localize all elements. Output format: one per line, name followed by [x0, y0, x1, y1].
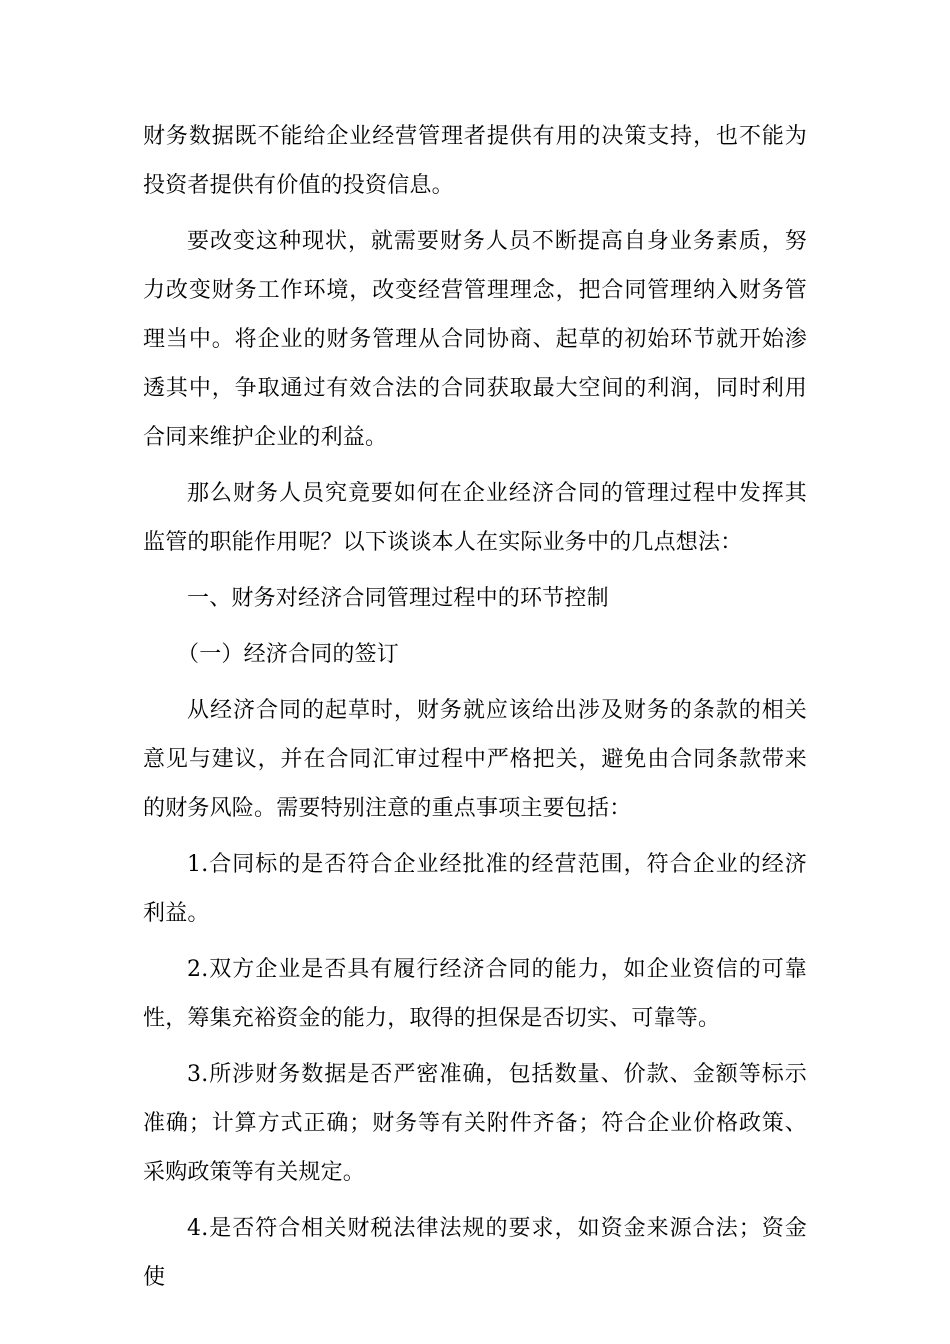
paragraph-change-status: 要改变这种现状，就需要财务人员不断提高自身业务素质，努力改变财务工作环境，改变经营管理理念，把合同管理纳入财务管理当中。将企业的财务管理从合同协商、起草的初始环节就开始渗透其中，争取通过有效合法的合同获取最大空间的利润，同时利用合同来维护企业的利益。 — [143, 229, 807, 450]
paragraph-drafting: 从经济合同的起草时，财务就应该给出涉及财务的条款的相关意见与建议，并在合同汇审过程中严格把关，避免由合同条款带来的财务风险。需要特别注意的重点事项主要包括： — [143, 698, 807, 821]
paragraph-question: 那么财务人员究竟要如何在企业经济合同的管理过程中发挥其监管的职能作用呢？以下谈谈本人在实际业务中的几点想法： — [143, 481, 807, 555]
list-item-1: 1.合同标的是否符合企业经批准的经营范围，符合企业的经济利益。 — [143, 852, 807, 926]
list-item-3: 3.所涉财务数据是否严密准确，包括数量、价款、金额等标示准确；计算方式正确；财务等有关附件齐备；符合企业价格政策、采购政策等有关规定。 — [143, 1062, 807, 1185]
paragraph-continuation: 财务数据既不能给企业经营管理者提供有用的决策支持，也不能为投资者提供有价值的投资信息。 — [143, 124, 807, 198]
subsection-heading: （一）经济合同的签订 — [177, 642, 400, 667]
section-heading: 一、财务对经济合同管理过程中的环节控制 — [187, 586, 609, 611]
list-item-4: 4.是否符合相关财税法律法规的要求，如资金来源合法；资金使 — [143, 1216, 807, 1290]
list-item-2: 2.双方企业是否具有履行经济合同的能力，如企业资信的可靠性，筹集充裕资金的能力，取得的担保是否切实、可靠等。 — [143, 957, 807, 1031]
document-body — [143, 112, 807, 1309]
